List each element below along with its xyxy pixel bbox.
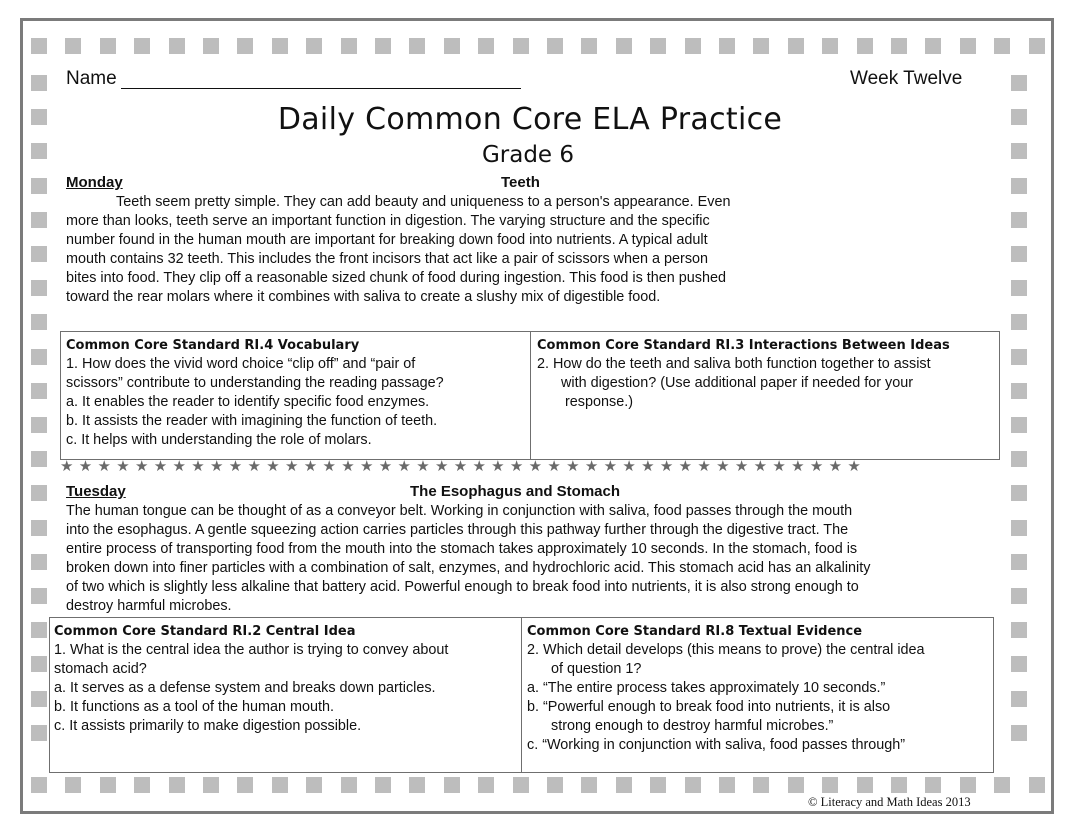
border-square	[513, 777, 529, 793]
border-square	[1029, 777, 1045, 793]
passage-line: toward the rear molars where it combines with saliva to create a slushy mix of digestible food.	[66, 289, 661, 305]
passage-line: destroy harmful microbes.	[66, 598, 232, 614]
question-line: 1. What is the central idea the author is trying to convey about	[54, 642, 449, 658]
tuesday-passage-title: The Esophagus and Stomach	[410, 483, 621, 500]
border-square	[31, 280, 47, 296]
border-square	[1011, 349, 1027, 365]
passage-line: of two which is slightly less alkaline that battery acid. Powerful enough to break food into nutrients, it is also strong enough to	[66, 579, 859, 595]
border-square	[1011, 451, 1027, 467]
border-square	[994, 38, 1010, 54]
border-square	[753, 777, 769, 793]
border-square	[581, 777, 597, 793]
monday-question-1	[66, 336, 528, 450]
question-line: 2. Which detail develops (this means to prove) the central idea	[527, 642, 925, 658]
border-square	[31, 38, 47, 54]
border-square	[547, 777, 563, 793]
border-square	[169, 777, 185, 793]
border-square	[925, 38, 941, 54]
border-square	[1029, 38, 1045, 54]
border-square	[375, 777, 391, 793]
border-square	[1011, 622, 1027, 638]
border-square	[1011, 280, 1027, 296]
border-square	[1011, 246, 1027, 262]
border-square	[1011, 314, 1027, 330]
border-square	[409, 38, 425, 54]
border-square	[375, 38, 391, 54]
border-square	[272, 777, 288, 793]
name-blank-line	[121, 88, 521, 89]
border-square	[788, 38, 804, 54]
border-square	[822, 777, 838, 793]
border-square	[1011, 725, 1027, 741]
answer-option: c. It assists primarily to make digestion possible.	[54, 718, 362, 734]
border-square	[237, 777, 253, 793]
border-square	[1011, 520, 1027, 536]
border-square	[650, 38, 666, 54]
border-square	[960, 38, 976, 54]
passage-line: bites into food. They clip off a reasonable sized chunk of food during ingestion. This food is then pushed	[66, 270, 727, 286]
standard-label: Common Core Standard RI.4 Vocabulary	[66, 338, 360, 353]
border-square	[616, 777, 632, 793]
border-square	[31, 588, 47, 604]
border-square	[306, 38, 322, 54]
border-square	[925, 777, 941, 793]
border-square	[1011, 383, 1027, 399]
answer-option: c. It helps with understanding the role of molars.	[66, 432, 372, 448]
border-square	[237, 38, 253, 54]
border-square	[134, 777, 150, 793]
border-square	[753, 38, 769, 54]
border-square	[1011, 75, 1027, 91]
border-square	[685, 777, 701, 793]
passage-line: number found in the human mouth are important for breaking down food into nutrients. A typical adult	[66, 232, 708, 248]
question-line: of question 1?	[551, 661, 642, 677]
border-square	[891, 777, 907, 793]
border-square	[685, 38, 701, 54]
passage-line: entire process of transporting food from the mouth into the stomach takes approximately 10 seconds. In the stomach, food is	[66, 541, 858, 557]
border-square	[65, 777, 81, 793]
border-square	[31, 656, 47, 672]
monday-passage	[66, 193, 866, 307]
border-square	[1011, 554, 1027, 570]
border-square	[341, 38, 357, 54]
border-square	[444, 777, 460, 793]
border-square	[31, 554, 47, 570]
border-square	[581, 38, 597, 54]
border-square	[1011, 212, 1027, 228]
border-square	[306, 777, 322, 793]
border-square	[1011, 178, 1027, 194]
border-square	[719, 777, 735, 793]
passage-line: more than looks, teeth serve an important function in digestion. The varying structure and the specific	[66, 213, 710, 229]
answer-option: a. It enables the reader to identify specific food enzymes.	[66, 394, 430, 410]
answer-option: b. “Powerful enough to break food into nutrients, it is also	[527, 699, 891, 715]
border-square	[31, 691, 47, 707]
answer-option: a. “The entire process takes approximately 10 seconds.”	[527, 680, 886, 696]
border-square	[31, 246, 47, 262]
border-square	[31, 485, 47, 501]
standard-label: Common Core Standard RI.2 Central Idea	[54, 624, 356, 639]
border-square	[857, 777, 873, 793]
tuesday-passage	[66, 502, 996, 616]
border-square	[719, 38, 735, 54]
border-square	[822, 38, 838, 54]
border-square	[478, 777, 494, 793]
copyright-footer: © Literacy and Math Ideas 2013	[808, 795, 971, 809]
monday-question-2	[537, 336, 997, 412]
border-square	[31, 520, 47, 536]
border-square	[169, 38, 185, 54]
border-square	[31, 314, 47, 330]
question-line: with digestion? (Use additional paper if needed for your	[561, 375, 913, 391]
name-label: Name	[66, 68, 117, 89]
border-square	[409, 777, 425, 793]
grade-label: Grade 6	[481, 142, 575, 168]
border-square	[134, 38, 150, 54]
answer-option: a. It serves as a defense system and breaks down particles.	[54, 680, 436, 696]
border-square	[203, 38, 219, 54]
border-square	[272, 38, 288, 54]
question-line: 2. How do the teeth and saliva both function together to assist	[537, 356, 931, 372]
border-square	[1011, 417, 1027, 433]
border-square	[478, 38, 494, 54]
border-square	[513, 38, 529, 54]
border-square	[31, 178, 47, 194]
border-square	[1011, 485, 1027, 501]
star-divider: ★★★★★★★★★★★★★★★★★★★★★★★★★★★★★★★★★★★★★★★★★★★	[60, 458, 867, 475]
standard-label: Common Core Standard RI.3 Interactions Between Ideas	[537, 338, 950, 353]
border-square	[616, 38, 632, 54]
border-square	[994, 777, 1010, 793]
tuesday-day-label: Tuesday	[66, 483, 126, 500]
answer-option: b. It functions as a tool of the human mouth.	[54, 699, 334, 715]
border-square	[1011, 691, 1027, 707]
passage-line: mouth contains 32 teeth. This includes the front incisors that act like a pair of scissors when a person	[66, 251, 709, 267]
border-square	[31, 212, 47, 228]
passage-line: Teeth seem pretty simple. They can add beauty and uniqueness to a person's appearance. Even	[116, 194, 731, 210]
passage-line: broken down into finer particles with a combination of salt, enzymes, and hydrochloric acid. This stomach acid has an alkalinity	[66, 560, 871, 576]
box-divider	[530, 331, 531, 460]
monday-day-label: Monday	[66, 174, 123, 191]
border-square	[100, 38, 116, 54]
question-line: 1. How does the vivid word choice “clip off” and “pair of	[66, 356, 416, 372]
border-square	[31, 349, 47, 365]
border-square	[31, 417, 47, 433]
border-square	[31, 622, 47, 638]
border-square	[960, 777, 976, 793]
standard-label: Common Core Standard RI.8 Textual Evidence	[527, 624, 863, 639]
border-square	[891, 38, 907, 54]
box-divider	[521, 617, 522, 773]
border-square	[547, 38, 563, 54]
question-line: scissors” contribute to understanding the reading passage?	[66, 375, 444, 391]
border-square	[31, 75, 47, 91]
border-square	[31, 777, 47, 793]
border-square	[100, 777, 116, 793]
answer-option: c. “Working in conjunction with saliva, food passes through”	[527, 737, 906, 753]
tuesday-question-2	[527, 622, 992, 755]
week-label: Week Twelve	[850, 68, 963, 89]
border-square	[857, 38, 873, 54]
passage-line: The human tongue can be thought of as a conveyor belt. Working in conjunction with saliva, food passes through the mouth	[66, 503, 853, 519]
answer-option: b. It assists the reader with imagining the function of teeth.	[66, 413, 438, 429]
border-square	[444, 38, 460, 54]
page-title: Daily Common Core ELA Practice	[277, 102, 783, 137]
question-line: stomach acid?	[54, 661, 147, 677]
question-line: response.)	[565, 394, 633, 410]
border-square	[650, 777, 666, 793]
monday-passage-title: Teeth	[501, 174, 540, 191]
border-square	[65, 38, 81, 54]
border-square	[31, 451, 47, 467]
tuesday-question-1	[54, 622, 519, 736]
border-square	[1011, 656, 1027, 672]
border-square	[788, 777, 804, 793]
answer-option: strong enough to destroy harmful microbes.”	[551, 718, 834, 734]
border-square	[31, 725, 47, 741]
passage-line: into the esophagus. A gentle squeezing action carries particles through this pathway further through the digestive tract. The	[66, 522, 849, 538]
border-square	[203, 777, 219, 793]
border-square	[341, 777, 357, 793]
border-square	[1011, 588, 1027, 604]
border-square	[31, 383, 47, 399]
